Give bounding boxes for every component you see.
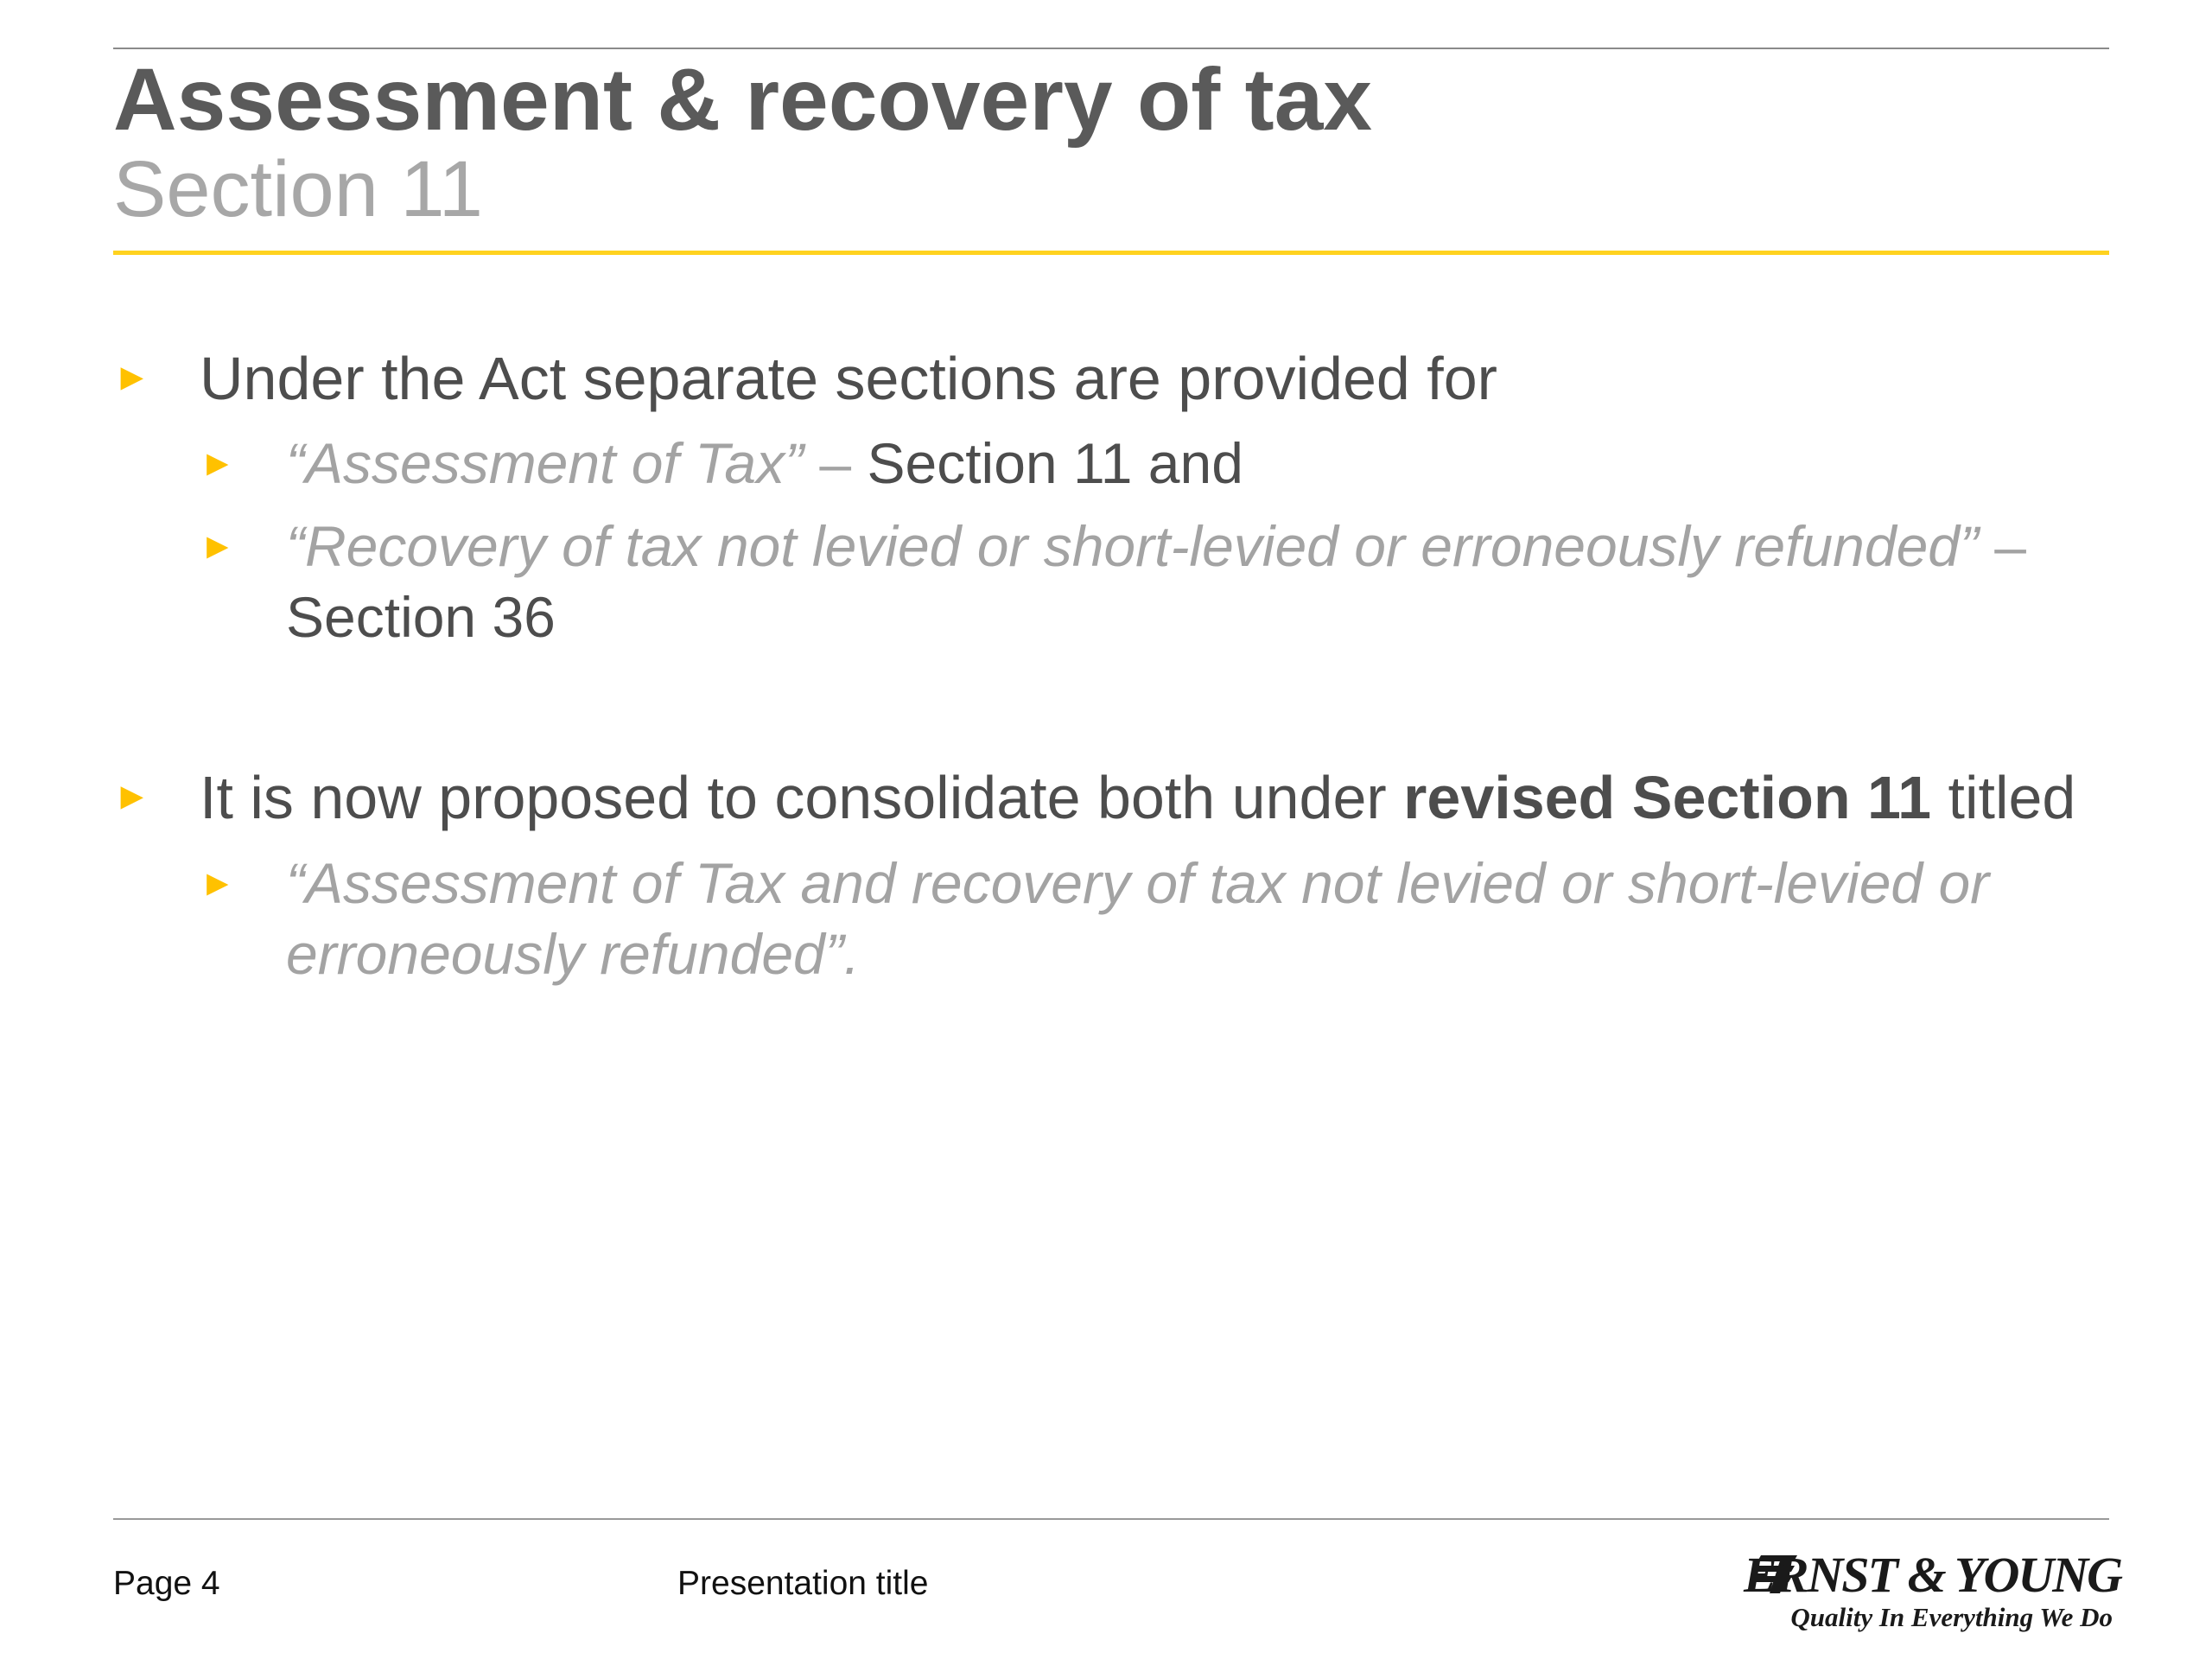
sub-bullet-new-title: [200, 848, 2109, 989]
page-number: Page 4: [113, 1565, 220, 1602]
slide-subtitle: Section 11: [113, 145, 483, 233]
quoted-title: “Assessment of Tax”: [286, 431, 804, 495]
section-ref: Section 36: [286, 585, 556, 649]
bullet-arrow-icon: ►: [200, 525, 236, 566]
quoted-title: “Recovery of tax not levied or short-levied or erroneously refunded”: [286, 514, 1979, 578]
section-ref: Section 11 and: [867, 431, 1243, 495]
bullet-separate-sections: [113, 341, 2109, 416]
quoted-title: “Assessment of Tax and recovery of tax not levied or short-levied or erroneously refunded”.: [286, 851, 1990, 986]
bullet-arrow-icon: ►: [200, 442, 236, 483]
logo-tagline: Quality In Everything We Do: [1790, 1602, 2113, 1632]
bullet-consolidate: [113, 760, 2109, 835]
footer-divider: [113, 1518, 2109, 1520]
bullet-arrow-icon: ►: [113, 775, 151, 817]
bullet-text-tail: titled: [1931, 764, 2076, 831]
footer-presentation-title: Presentation title: [677, 1565, 929, 1602]
dash: –: [804, 431, 868, 495]
bullet-text: It is now proposed to consolidate both under: [200, 764, 1404, 831]
logo-wordmark: ERNST & YOUNG: [1744, 1547, 2121, 1603]
bullet-bold-text: revised Section 11: [1403, 764, 1932, 831]
ernst-young-logo: [1744, 1547, 2121, 1639]
title-underline: [113, 251, 2109, 255]
bullet-text: Under the Act separate sections are provided for: [200, 345, 1497, 412]
dash: –: [1978, 514, 2027, 578]
slide-body: [113, 341, 2109, 989]
bullet-arrow-icon: ►: [200, 862, 236, 903]
slide-title: Assessment & recovery of tax: [113, 50, 1373, 149]
bullet-arrow-icon: ►: [113, 356, 151, 398]
sub-bullet-recovery: [200, 511, 2109, 652]
sub-bullet-assessment: [200, 428, 2109, 499]
